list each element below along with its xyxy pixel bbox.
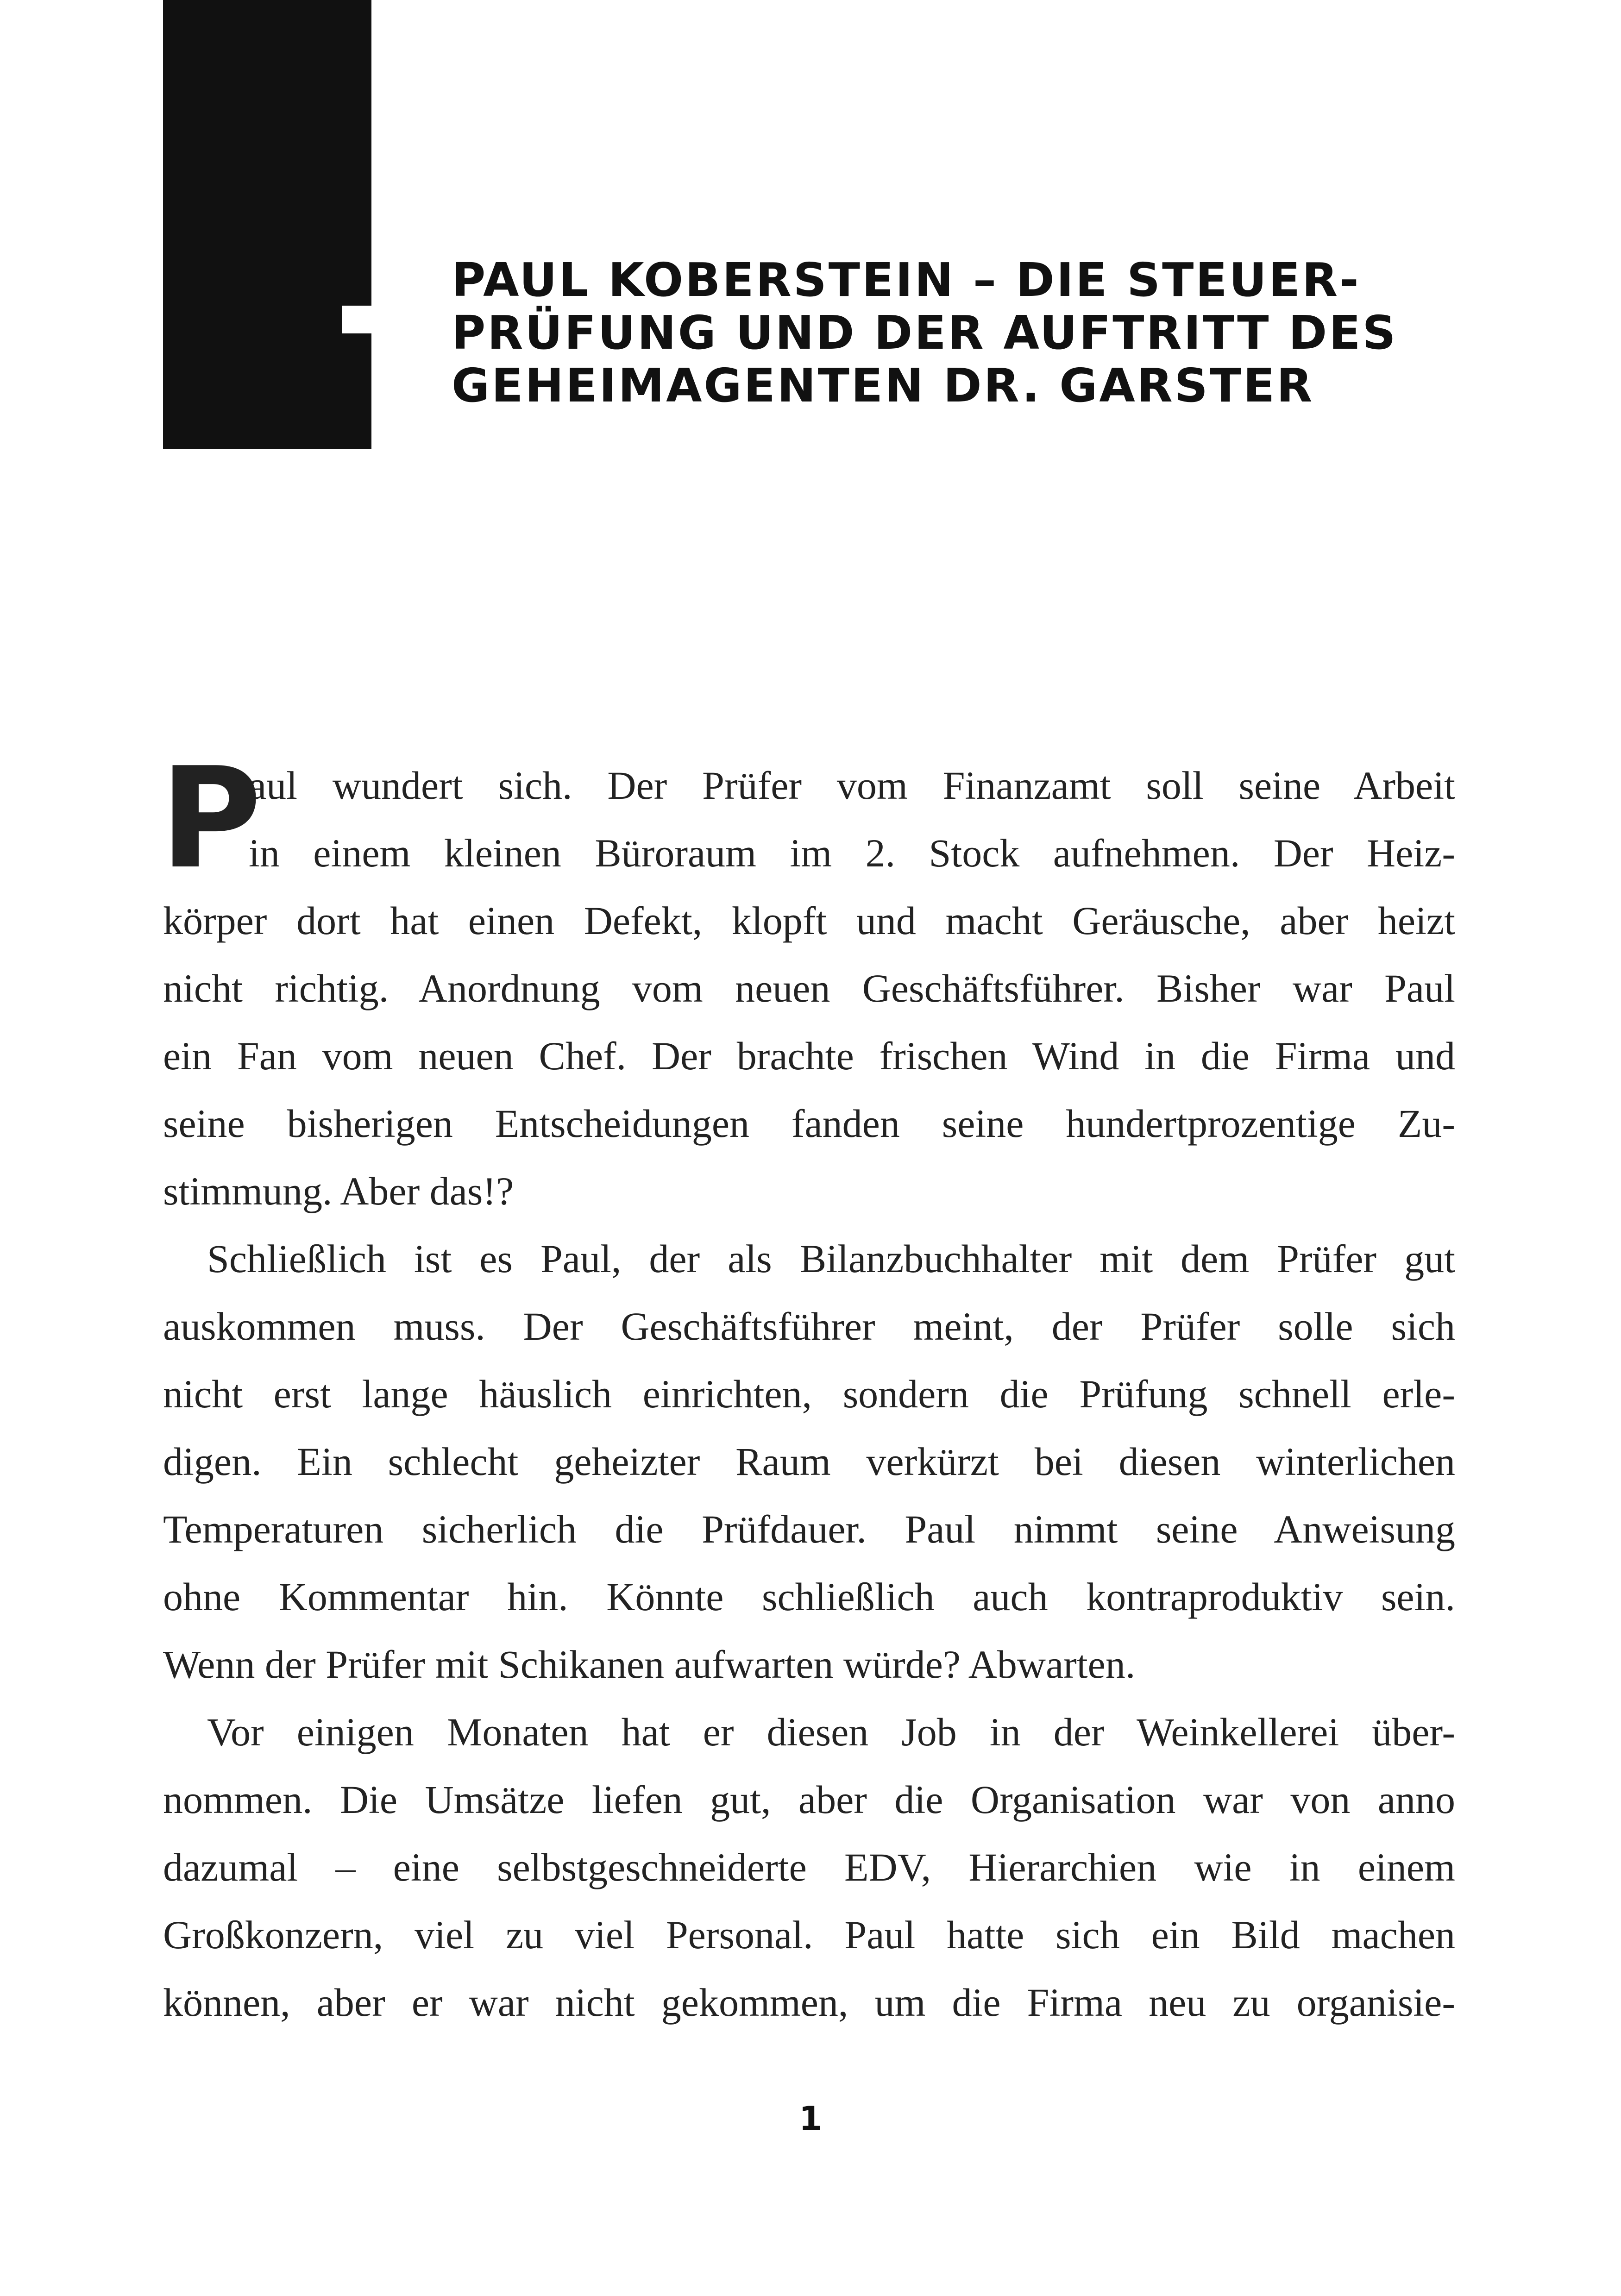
text-line: Vor einigen Monaten hat er diesen Job in der Weinkellerei über-: [207, 1710, 1455, 1754]
text-line: digen. Ein schlecht geheizter Raum verkürzt bei diesen winterlichen: [163, 1439, 1455, 1484]
text-line: Großkonzern, viel zu viel Personal. Paul hatte sich ein Bild machen: [163, 1913, 1455, 1957]
text-line: nicht richtig. Anordnung vom neuen Geschäftsführer. Bisher war Paul: [163, 966, 1455, 1010]
chapter-marker-block: [163, 0, 371, 449]
chapter-title-line: GEHEIMAGENTEN DR. GARSTER: [452, 358, 1314, 413]
text-line: stimmung. Aber das!?: [163, 1169, 514, 1213]
paragraph: [163, 1225, 1455, 1698]
text-line: können, aber er war nicht gekommen, um die Firma neu zu organisie-: [163, 1980, 1455, 2025]
text-line: dazumal – eine selbstgeschneiderte EDV, Hierarchien wie in einem: [163, 1845, 1455, 1889]
text-line: körper dort hat einen Defekt, klopft und macht Geräusche, aber heizt: [163, 898, 1455, 943]
chapter-title: [452, 254, 1494, 412]
text-line: nicht erst lange häuslich einrichten, sondern die Prüfung schnell erle-: [163, 1372, 1455, 1416]
paragraph: [163, 752, 1455, 1225]
chapter-title-line: PRÜFUNG UND DER AUFTRITT DES: [452, 306, 1398, 360]
chapter-marker-notch: [342, 306, 371, 333]
paragraph: [163, 1698, 1455, 2036]
page-number: 1: [798, 2099, 823, 2138]
text-line: Wenn der Prüfer mit Schikanen aufwarten würde? Abwarten.: [163, 1642, 1136, 1687]
text-line: auskommen muss. Der Geschäftsführer meint, der Prüfer solle sich: [163, 1304, 1455, 1349]
text-line: in einem kleinen Büroraum im 2. Stock aufnehmen. Der Heiz-: [249, 831, 1455, 875]
body-text: [163, 752, 1455, 2036]
chapter-title-line: PAUL KOBERSTEIN – DIE STEUER-: [452, 253, 1361, 307]
text-line: ein Fan vom neuen Chef. Der brachte frischen Wind in die Firma und: [163, 1034, 1455, 1078]
text-line: aul wundert sich. Der Prüfer vom Finanzamt soll seine Arbeit: [249, 763, 1455, 808]
text-line: nommen. Die Umsätze liefen gut, aber die Organisation war von anno: [163, 1777, 1455, 1822]
text-line: Temperaturen sicherlich die Prüfdauer. Paul nimmt seine Anweisung: [163, 1507, 1455, 1551]
text-line: seine bisherigen Entscheidungen fanden seine hundertprozentige Zu-: [163, 1101, 1455, 1146]
drop-cap: P: [160, 738, 262, 899]
text-line: Schließlich ist es Paul, der als Bilanzbuchhalter mit dem Prüfer gut: [207, 1236, 1455, 1281]
text-line: ohne Kommentar hin. Könnte schließlich auch kontraproduktiv sein.: [163, 1575, 1455, 1619]
